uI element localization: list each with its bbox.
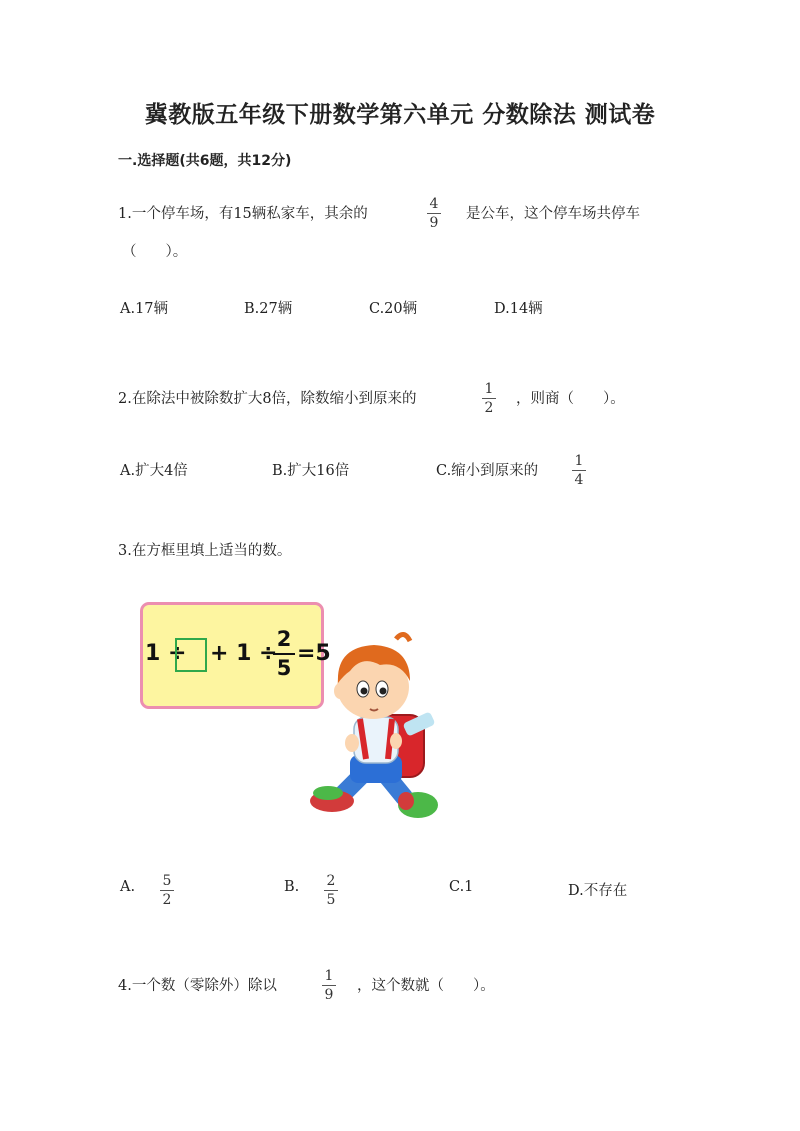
q3-option-a-denominator: 2 [162, 892, 172, 908]
q3-option-b-fraction [320, 873, 342, 908]
fraction-bar [324, 890, 338, 891]
q3-option-a-numerator: 5 [162, 873, 172, 889]
q4-stem-before: 4.一个数（零除外）除以 [118, 978, 277, 994]
q1-stem-line2: （ ）。 [122, 244, 188, 260]
q3-option-b-denominator: 5 [326, 892, 336, 908]
q1-fraction-denominator: 9 [429, 215, 439, 231]
q1-stem-after: 是公车，这个停车场共停车 [466, 206, 640, 222]
cartoon-boy-illustration [300, 625, 460, 825]
q3-stem: 3.在方框里填上适当的数。 [118, 543, 292, 559]
q1-option-c[interactable]: C.20辆 [369, 301, 418, 317]
q1-fraction [423, 196, 445, 231]
q2-option-c-numerator: 1 [574, 453, 584, 469]
q3-option-a-fraction [156, 873, 178, 908]
q3-option-a[interactable]: A. [120, 879, 136, 895]
q2-fraction-denominator: 2 [484, 400, 494, 416]
q2-option-c-fraction [568, 453, 590, 488]
q1-fraction-numerator: 4 [429, 196, 439, 212]
q2-option-a[interactable]: A.扩大4倍 [120, 463, 188, 479]
fraction-bar [273, 653, 295, 655]
q3-option-b[interactable]: B. [284, 879, 300, 895]
q3-option-b-numerator: 2 [326, 873, 336, 889]
equation-fraction-denominator: 5 [276, 656, 292, 680]
q1-option-b[interactable]: B.27辆 [244, 301, 293, 317]
q2-fraction-numerator: 1 [484, 381, 494, 397]
equation-fraction [271, 628, 297, 680]
fraction-bar [427, 213, 441, 214]
q1-option-d[interactable]: D.14辆 [494, 301, 543, 317]
q1-stem-before: 1.一个停车场，有15辆私家车，其余的 [118, 206, 368, 222]
q2-stem-after: ，则商（ ）。 [516, 391, 625, 407]
equation-part1: 1 ÷ [145, 641, 187, 666]
page-title: 冀教版五年级下册数学第六单元 分数除法 测试卷 [144, 101, 656, 128]
q3-option-d[interactable]: D.不存在 [568, 883, 628, 899]
q1-option-a[interactable]: A.17辆 [120, 301, 169, 317]
fraction-bar [322, 985, 336, 986]
q4-fraction-numerator: 1 [324, 968, 334, 984]
fraction-bar [160, 890, 174, 891]
answer-blank-box[interactable] [175, 638, 207, 672]
fraction-bar [572, 470, 586, 471]
q4-stem-after: ，这个数就（ ）。 [357, 978, 495, 994]
q3-option-c[interactable]: C.1 [449, 879, 474, 895]
q2-stem-before: 2.在除法中被除数扩大8倍，除数缩小到原来的 [118, 391, 417, 407]
q4-fraction-denominator: 9 [324, 987, 334, 1003]
fraction-bar [482, 398, 496, 399]
equation-part2: + 1 ÷ [210, 641, 278, 666]
q2-fraction [478, 381, 500, 416]
section-heading: 一.选择题(共6题，共12分) [118, 153, 292, 169]
q2-option-b[interactable]: B.扩大16倍 [272, 463, 350, 479]
q2-option-c[interactable]: C.缩小到原来的 [436, 463, 539, 479]
q2-option-c-denominator: 4 [574, 472, 584, 488]
q4-fraction [318, 968, 340, 1003]
equation-result: =5 [297, 641, 331, 666]
equation-fraction-numerator: 2 [276, 627, 292, 651]
